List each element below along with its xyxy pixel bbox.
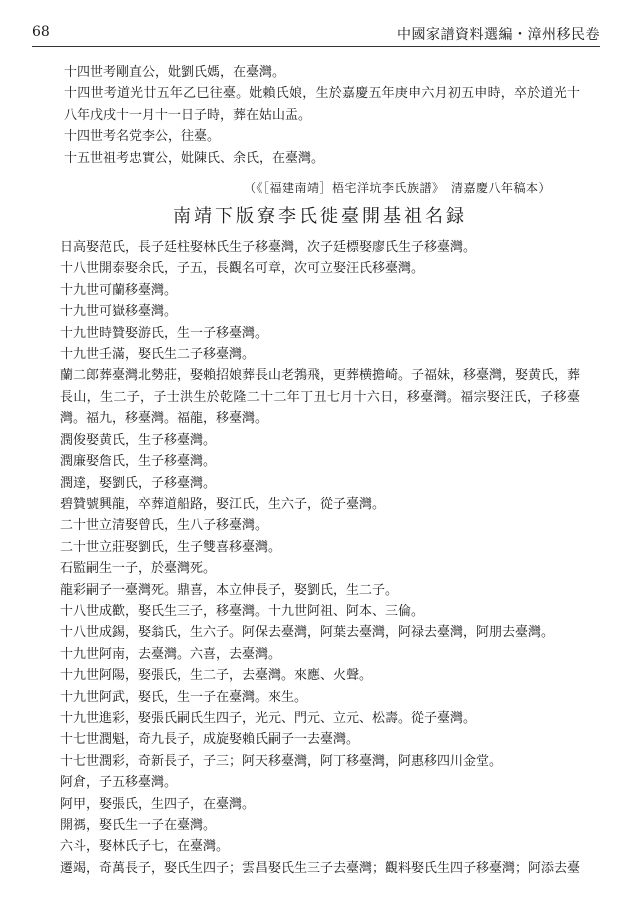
entry: 十九世時贊娶游氏，生一子移臺灣。 bbox=[60, 325, 269, 341]
entry: 十八世開泰娶余氏，子五，長觀名可章，次可立娶汪氏移臺灣。 bbox=[60, 261, 425, 277]
entry: 蘭二郎葬臺灣北勢莊，娶賴招娘葬長山老鵓飛，更葬横擔崎。子福妹，移臺灣，娶黄氏，葬長山，生二子，子士洪生於乾隆二十二年丁丑七月十六日，移臺灣。福宗娶汪氏，子移臺灣。福九，移臺灣。福龍，移臺灣。 bbox=[60, 368, 580, 427]
top-entry: 十四世考名党李公，往臺。 bbox=[64, 129, 221, 145]
entry: 二十世立莊娶劉氏，生子雙喜移臺灣。 bbox=[60, 539, 282, 555]
running-title: 中國家譜資料選編・漳州移民卷 bbox=[397, 27, 600, 43]
top-entry: 十四世考道光廿五年乙巳往臺。妣賴氏娘，生於嘉慶五年庚申六月初五申時，卒於道光十八年戊戌十一月十一日子時，葬在姑山盂。 bbox=[64, 86, 580, 123]
entry: 龍彩嗣子一臺灣死。鼎喜，本立伸長子，娶劉氏，生二子。 bbox=[60, 582, 399, 598]
page-body bbox=[60, 62, 580, 879]
entry: 遷竭，奇萬長子，娶氏生四子；雲昌娶氏生三子去臺灣；觀料娶氏生四子移臺灣；阿添去臺 bbox=[60, 860, 580, 876]
entry: 阿甲，娶張氏，生四子，在臺灣。 bbox=[60, 796, 256, 812]
source-citation: （《［福建南靖］梧宅洋坑李氏族譜》 清嘉慶八年稿本） bbox=[244, 181, 552, 196]
entry: 碧贊號興龍，卒葬道船路，娶江氏，生六子，從子臺灣。 bbox=[60, 496, 386, 512]
entry: 十九世壬滿，娶氏生二子移臺灣。 bbox=[60, 347, 256, 363]
entry: 十八世成歡，娶氏生三子，移臺灣。十九世阿祖、阿本、三倫。 bbox=[60, 603, 425, 619]
top-entry: 十五世祖考忠實公，妣陳氏、余氏，在臺灣。 bbox=[64, 150, 325, 166]
entry: 六斗，娶林氏子七，在臺灣。 bbox=[60, 839, 230, 855]
entry: 潤達，娶劉氏，子移臺灣。 bbox=[60, 475, 217, 491]
entry: 十九世阿陽，娶張氏，生二子，去臺灣。來應、火聲。 bbox=[60, 668, 373, 684]
entry: 十九世阿南，去臺灣。六喜，去臺灣。 bbox=[60, 646, 282, 662]
entry: 潤廉娶詹氏，生子移臺灣。 bbox=[60, 454, 217, 470]
entry: 十八世成錫，娶翁氏，生六子。阿保去臺灣，阿葉去臺灣，阿禄去臺灣，阿朋去臺灣。 bbox=[60, 625, 555, 641]
page-header bbox=[32, 24, 600, 44]
entry: 開禡，娶氏生一子在臺灣。 bbox=[60, 818, 217, 833]
entry: 十九世可蘭移臺灣。 bbox=[60, 282, 178, 298]
header-rule bbox=[32, 46, 600, 47]
entry: 十七世潤彩，奇新長子，子三；阿天移臺灣，阿丁移臺灣，阿惠移四川金堂。 bbox=[60, 753, 503, 769]
entry: 十九世進彩，娶張氏嗣氏生四子，光元、門元、立元、松壽。從子臺灣。 bbox=[60, 710, 477, 726]
page-number: 68 bbox=[32, 24, 50, 40]
top-entry: 十四世考剛直公，妣劉氏媽，在臺灣。 bbox=[64, 65, 286, 80]
entry: 日高娶范氏，長子廷柱娶林氏生子移臺灣，次子廷標娶廖氏生子移臺灣。 bbox=[60, 240, 477, 256]
entry: 潤俊娶黄氏，生子移臺灣。 bbox=[60, 432, 217, 448]
entry: 石監嗣生一子，於臺灣死。 bbox=[60, 561, 217, 577]
entry: 十九世阿武，娶氏，生一子在臺灣。來生。 bbox=[60, 689, 308, 705]
entry: 二十世立清娶曾氏，生八子移臺灣。 bbox=[60, 518, 269, 534]
section-title: 南靖下版寮李氏徙臺開基祖名録 bbox=[173, 206, 467, 228]
entry: 十九世可嶽移臺灣。 bbox=[60, 304, 178, 320]
entry: 十七世潤魁，奇九長子，成旋娶賴氏嗣子一去臺灣。 bbox=[60, 732, 360, 748]
entry: 阿倉，子五移臺灣。 bbox=[60, 775, 178, 791]
